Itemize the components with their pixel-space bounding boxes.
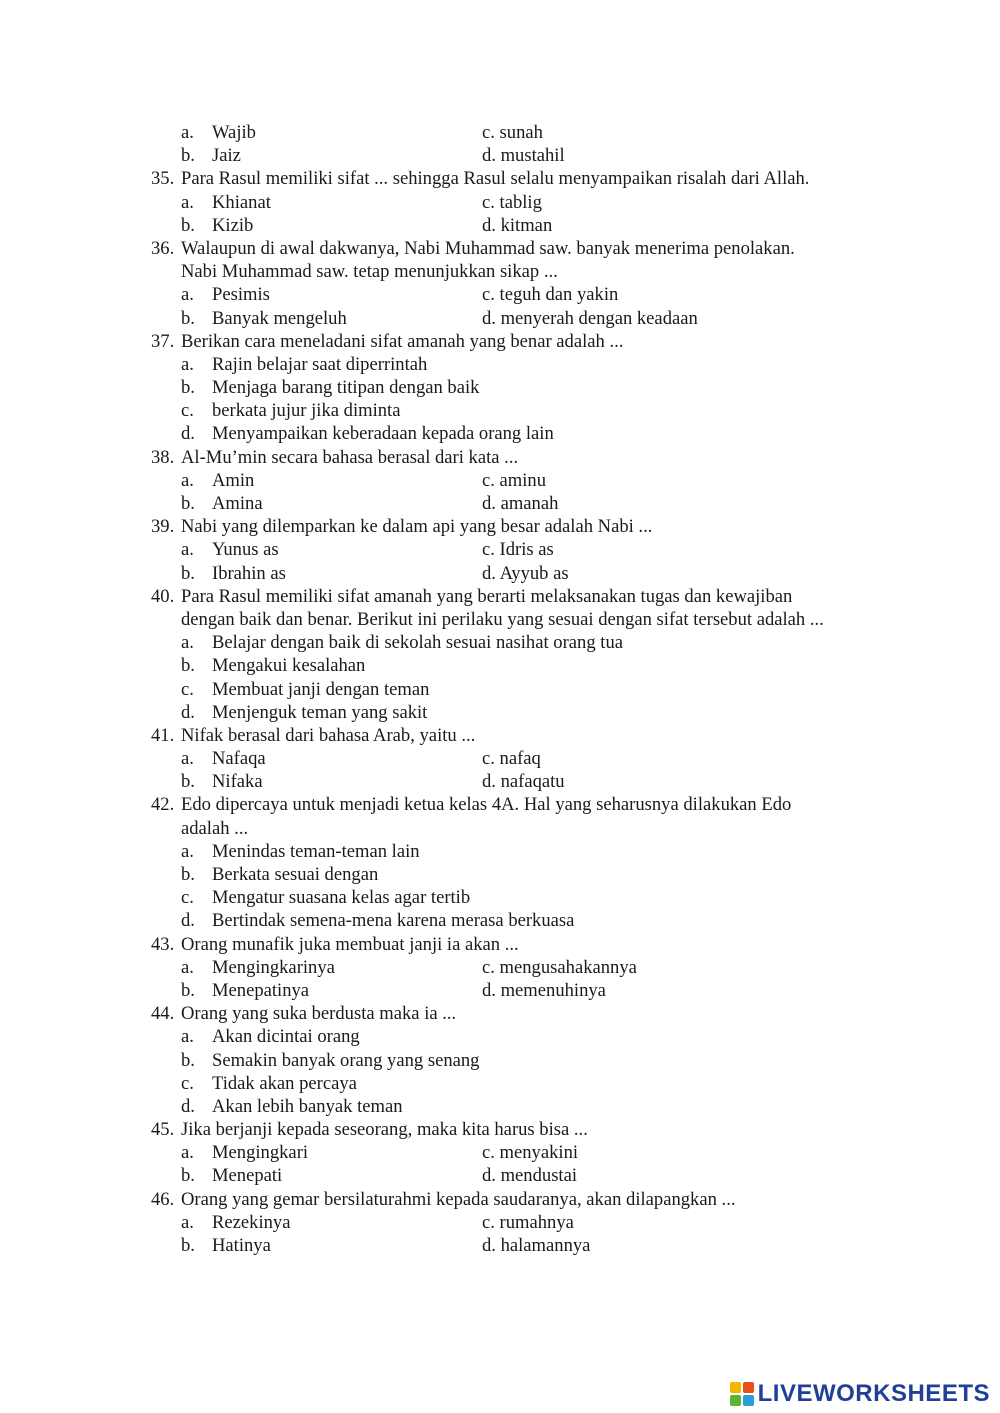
option-text: Khianat: [212, 191, 271, 213]
question-line: [0, 608, 1000, 631]
option-row: [0, 770, 1000, 793]
option-letter: b.: [181, 1235, 195, 1256]
question-text: Edo dipercaya untuk menjadi ketua kelas 4A. Hal yang seharusnya dilakukan Edo: [181, 794, 792, 816]
question-line: [0, 724, 1000, 747]
option-row: [0, 701, 1000, 724]
question-text: Jika berjanji kepada seseorang, maka kita harus bisa ...: [181, 1119, 588, 1141]
option-text: berkata jujur jika diminta: [212, 400, 401, 422]
option-row: [0, 886, 1000, 909]
option-row: [0, 747, 1000, 770]
option-letter: a.: [181, 956, 194, 978]
question-line: [0, 446, 1000, 469]
question-text: Nabi Muhammad saw. tetap menunjukkan sikap ...: [181, 261, 558, 283]
option-text: Mengingkarinya: [212, 956, 335, 978]
option-row: [0, 376, 1000, 399]
option-letter: b.: [181, 377, 195, 399]
option-right: c. mengusahakannya: [482, 956, 637, 978]
option-letter: d.: [181, 701, 195, 723]
option-right: d. Ayyub as: [482, 562, 569, 584]
option-row: [0, 422, 1000, 445]
option-letter: a.: [181, 284, 194, 306]
option-text: Mengingkari: [212, 1142, 309, 1164]
option-text: Membuat janji dengan teman: [212, 678, 430, 700]
option-row: [0, 863, 1000, 886]
option-text: Akan lebih banyak teman: [212, 1095, 403, 1117]
question-text: Para Rasul memiliki sifat amanah yang berarti melaksanakan tugas dan kewajiban: [181, 585, 793, 607]
option-row: [0, 399, 1000, 422]
option-right: c. teguh dan yakin: [482, 284, 619, 306]
question-34-options-partial: [0, 121, 1000, 167]
option-letter: c.: [181, 400, 194, 422]
option-row: [0, 1072, 1000, 1095]
option-text: Yunus as: [212, 539, 279, 561]
question-line: [0, 260, 1000, 283]
option-row: [0, 492, 1000, 515]
option-text: Kizib: [212, 214, 254, 236]
question-text: Orang yang gemar bersilaturahmi kepada saudaranya, akan dilapangkan ...: [181, 1188, 736, 1210]
question-40: [0, 585, 1000, 724]
option-text: Nifaka: [212, 771, 263, 793]
option-letter: a.: [181, 840, 194, 862]
option-letter: a.: [181, 191, 194, 213]
option-letter: b.: [181, 771, 195, 793]
option-text: Akan dicintai orang: [212, 1026, 360, 1048]
option-text: Hatinya: [212, 1235, 271, 1256]
option-right: c. aminu: [482, 469, 547, 491]
option-letter: b.: [181, 493, 195, 514]
logo-square-3: [730, 1395, 741, 1406]
option-letter: a.: [181, 469, 194, 491]
question-text: Berikan cara meneladani sifat amanah yang benar adalah ...: [181, 330, 624, 352]
question-36: [0, 237, 1000, 330]
option-text: Menepatinya: [212, 979, 310, 1001]
option-text: Pesimis: [212, 284, 270, 306]
question-number: 44.: [151, 1003, 175, 1025]
option-right: c. rumahnya: [482, 1211, 574, 1233]
option-letter: a.: [181, 1211, 194, 1233]
question-45: [0, 1118, 1000, 1188]
option-text: Berkata sesuai dengan: [212, 864, 379, 885]
option-letter: b.: [181, 979, 195, 1001]
option-right: c. nafaq: [482, 748, 541, 770]
question-number: 38.: [151, 446, 175, 468]
question-line: [0, 515, 1000, 538]
option-row: [0, 631, 1000, 654]
option-text: Amin: [212, 469, 255, 491]
option-row: [0, 538, 1000, 561]
question-line: [0, 1002, 1000, 1025]
option-letter: a.: [181, 1026, 194, 1048]
option-row: [0, 562, 1000, 585]
option-letter: a.: [181, 632, 194, 654]
question-number: 37.: [151, 330, 175, 352]
question-number: 35.: [151, 168, 175, 190]
option-letter: a.: [181, 122, 194, 143]
option-letter: b.: [181, 1165, 195, 1187]
question-number: 45.: [151, 1119, 175, 1141]
option-right: c. Idris as: [482, 539, 554, 561]
question-text: Al-Mu’min secara bahasa berasal dari kata ...: [181, 446, 519, 468]
option-row: [0, 283, 1000, 306]
option-text: Rezekinya: [212, 1211, 291, 1233]
question-42: [0, 793, 1000, 932]
question-43: [0, 933, 1000, 1003]
option-text: Menjenguk teman yang sakit: [212, 701, 428, 723]
question-38: [0, 446, 1000, 516]
option-row: [0, 307, 1000, 330]
question-line: [0, 933, 1000, 956]
question-35: [0, 167, 1000, 237]
option-letter: d.: [181, 1095, 195, 1117]
option-right: c. sunah: [482, 122, 543, 143]
worksheet-content: [0, 121, 1000, 1257]
question-text: Nifak berasal dari bahasa Arab, yaitu ...: [181, 724, 476, 746]
option-letter: a.: [181, 539, 194, 561]
option-text: Semakin banyak orang yang senang: [212, 1049, 480, 1071]
option-row: [0, 353, 1000, 376]
question-number: 43.: [151, 933, 175, 955]
option-row: [0, 678, 1000, 701]
option-letter: d.: [181, 423, 195, 445]
question-line: [0, 330, 1000, 353]
option-row: [0, 1095, 1000, 1118]
option-letter: b.: [181, 655, 195, 677]
question-number: 46.: [151, 1188, 175, 1210]
option-right: d. mendustai: [482, 1165, 578, 1187]
option-row: [0, 1049, 1000, 1072]
option-letter: d.: [181, 910, 195, 932]
question-text: adalah ...: [181, 817, 249, 839]
option-letter: b.: [181, 864, 195, 885]
option-letter: b.: [181, 214, 195, 236]
option-row: [0, 909, 1000, 932]
question-line: [0, 585, 1000, 608]
option-text: Jaiz: [212, 145, 241, 167]
question-text: Nabi yang dilemparkan ke dalam api yang besar adalah Nabi ...: [181, 516, 653, 538]
option-text: Mengatur suasana kelas agar tertib: [212, 887, 471, 909]
option-right: c. menyakini: [482, 1142, 579, 1164]
option-row: [0, 469, 1000, 492]
option-text: Menindas teman-teman lain: [212, 840, 420, 862]
option-text: Tidak akan percaya: [212, 1072, 357, 1094]
option-text: Menyampaikan keberadaan kepada orang lain: [212, 423, 554, 445]
option-row: [0, 121, 1000, 144]
option-row: [0, 1141, 1000, 1164]
option-row: [0, 1025, 1000, 1048]
option-letter: c.: [181, 1072, 194, 1094]
option-letter: a.: [181, 748, 194, 770]
option-row: [0, 979, 1000, 1002]
option-letter: a.: [181, 1142, 194, 1164]
liveworksheets-logo-icon: [730, 1382, 754, 1406]
question-line: [0, 817, 1000, 840]
option-right: d. memenuhinya: [482, 979, 606, 1001]
option-letter: b.: [181, 145, 195, 167]
option-right: d. menyerah dengan keadaan: [482, 307, 698, 329]
option-text: Rajin belajar saat diperrintah: [212, 353, 428, 375]
option-letter: b.: [181, 1049, 195, 1071]
option-row: [0, 191, 1000, 214]
question-text: dengan baik dan benar. Berikut ini perilaku yang sesuai dengan sifat tersebut adalah ...: [181, 608, 824, 630]
question-text: Orang yang suka berdusta maka ia ...: [181, 1003, 457, 1025]
logo-square-4: [743, 1395, 754, 1406]
option-text: Mengakui kesalahan: [212, 655, 366, 677]
option-row: [0, 840, 1000, 863]
option-letter: a.: [181, 353, 194, 375]
option-row: [0, 654, 1000, 677]
option-text: Belajar dengan baik di sekolah sesuai nasihat orang tua: [212, 632, 623, 654]
option-text: Banyak mengeluh: [212, 307, 347, 329]
option-text: Bertindak semena-mena karena merasa berkuasa: [212, 910, 575, 932]
option-row: [0, 1164, 1000, 1187]
option-letter: b.: [181, 562, 195, 584]
option-text: Amina: [212, 493, 263, 514]
question-number: 40.: [151, 585, 175, 607]
question-number: 41.: [151, 724, 175, 746]
footer-brand: [730, 1379, 990, 1409]
question-line: [0, 167, 1000, 190]
question-44: [0, 1002, 1000, 1118]
option-row: [0, 956, 1000, 979]
question-line: [0, 1118, 1000, 1141]
option-text: Menjaga barang titipan dengan baik: [212, 377, 480, 399]
option-right: d. amanah: [482, 493, 559, 514]
question-41: [0, 724, 1000, 794]
question-line: [0, 1188, 1000, 1211]
option-right: d. halamannya: [482, 1235, 591, 1256]
logo-square-1: [730, 1382, 741, 1393]
option-row: [0, 1234, 1000, 1257]
question-text: Orang munafik juka membuat janji ia akan ...: [181, 933, 519, 955]
question-line: [0, 793, 1000, 816]
option-right: d. mustahil: [482, 145, 565, 167]
logo-square-2: [743, 1382, 754, 1393]
option-row: [0, 144, 1000, 167]
question-39: [0, 515, 1000, 585]
option-letter: c.: [181, 678, 194, 700]
question-number: 42.: [151, 794, 175, 816]
question-46: [0, 1188, 1000, 1258]
question-text: Para Rasul memiliki sifat ... sehingga Rasul selalu menyampaikan risalah dari Allah.: [181, 168, 810, 190]
brand-name: LIVEWORKSHEETS: [757, 1380, 990, 1407]
question-text: Walaupun di awal dakwanya, Nabi Muhammad saw. banyak menerima penolakan.: [181, 237, 795, 259]
option-row: [0, 1211, 1000, 1234]
option-text: Nafaqa: [212, 748, 266, 770]
option-letter: c.: [181, 887, 194, 909]
question-number: 39.: [151, 516, 175, 538]
option-right: d. nafaqatu: [482, 771, 565, 793]
question-number: 36.: [151, 237, 175, 259]
option-text: Ibrahin as: [212, 562, 286, 584]
option-right: c. tablig: [482, 191, 542, 213]
option-text: Menepati: [212, 1165, 283, 1187]
question-37: [0, 330, 1000, 446]
question-line: [0, 237, 1000, 260]
option-right: d. kitman: [482, 214, 553, 236]
option-text: Wajib: [212, 122, 256, 143]
option-letter: b.: [181, 307, 195, 329]
option-row: [0, 214, 1000, 237]
